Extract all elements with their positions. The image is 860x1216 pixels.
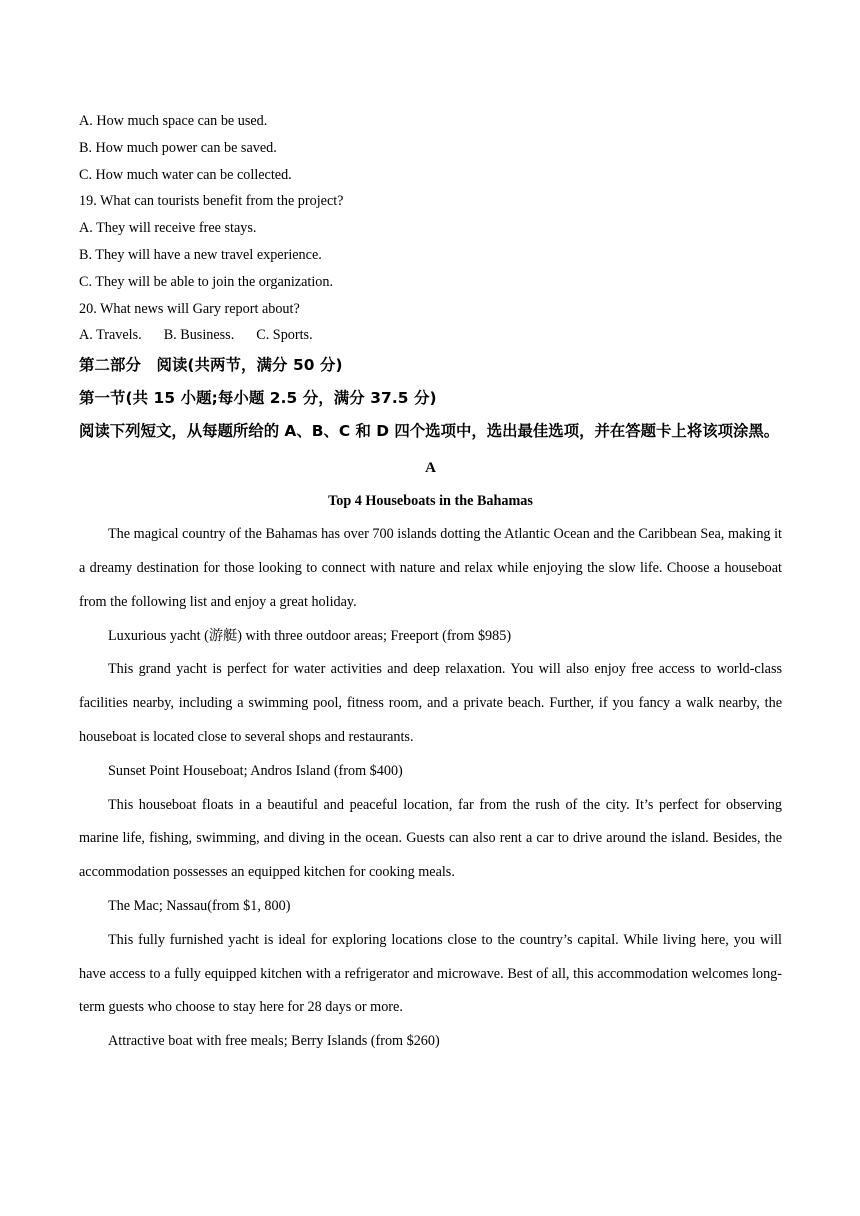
q18-option-a: A. How much space can be used. [79, 113, 268, 129]
listing-heading-andros: Sunset Point Houseboat; Andros Island (from $400) [108, 762, 403, 779]
part-two-heading: 第二部分 阅读(共两节，满分 50 分) [79, 356, 343, 375]
listing-body-freeport: This grand yacht is perfect for water activities and deep relaxation. You will also enjoy free access to world-class facilities nearby, including a swimming pool, fitness room, and a private beach. Further, if you fancy a walk nearby, the houseboat is located close to several shops and restaurants. [79, 661, 782, 745]
q18-option-b: B. How much power can be saved. [79, 139, 277, 156]
q18-option-c: C. How much water can be collected. [79, 166, 292, 183]
q19-option-b: B. They will have a new travel experience. [79, 246, 322, 263]
q20-question: 20. What news will Gary report about? [79, 300, 300, 317]
listing-body-andros: This houseboat floats in a beautiful and peaceful location, far from the rush of the city. It’s perfect for observing marine life, fishing, swimming, and diving in the ocean. Guests can also rent a car to drive around the island. Besides, the accommodation possesses an equipped kitchen for cooking meals. [79, 796, 782, 881]
section-one-heading: 第一节(共 15 小题;每小题 2.5 分，满分 37.5 分) [79, 389, 437, 408]
q20-option-a: A. Travels. [79, 327, 142, 344]
exam-page [79, 108, 782, 1059]
passage-intro-paragraph: The magical country of the Bahamas has over 700 islands dotting the Atlantic Ocean and the Caribbean Sea, making it a dreamy destination for those looking to connect with nature and relax while enjoying the slow life. Choose a houseboat from the following list and enjoy a great holiday. [79, 526, 782, 610]
q20-options [79, 322, 782, 349]
q19-question: 19. What can tourists benefit from the project? [79, 193, 344, 210]
q19-option-a: A. They will receive free stays. [79, 220, 257, 237]
reading-instruction: 阅读下列短文，从每题所给的 A、B、C 和 D 四个选项中，选出最佳选项，并在答题卡上将该项涂黑。 [79, 422, 780, 441]
q19-option-c: C. They will be able to join the organization. [79, 273, 334, 290]
listing-heading-berry: Attractive boat with free meals; Berry Islands (from $260) [108, 1033, 440, 1050]
q20-option-b: B. Business. [163, 327, 235, 344]
passage-title: Top 4 Houseboats in the Bahamas [328, 493, 533, 510]
q20-option-c: C. Sports. [256, 327, 313, 344]
passage-letter: A [425, 460, 436, 477]
listing-body-nassau: This fully furnished yacht is ideal for exploring locations close to the country’s capital. While living here, you will have access to a fully equipped kitchen with a refrigerator and microwave. Best of all, this accommodation welcomes long-term guests who choose to stay here for 28 days or more. [79, 931, 782, 1016]
listing-heading-freeport: Luxurious yacht (游艇) with three outdoor areas; Freeport (from $985) [108, 627, 512, 644]
listing-heading-nassau: The Mac; Nassau(from $1, 800) [108, 897, 291, 914]
